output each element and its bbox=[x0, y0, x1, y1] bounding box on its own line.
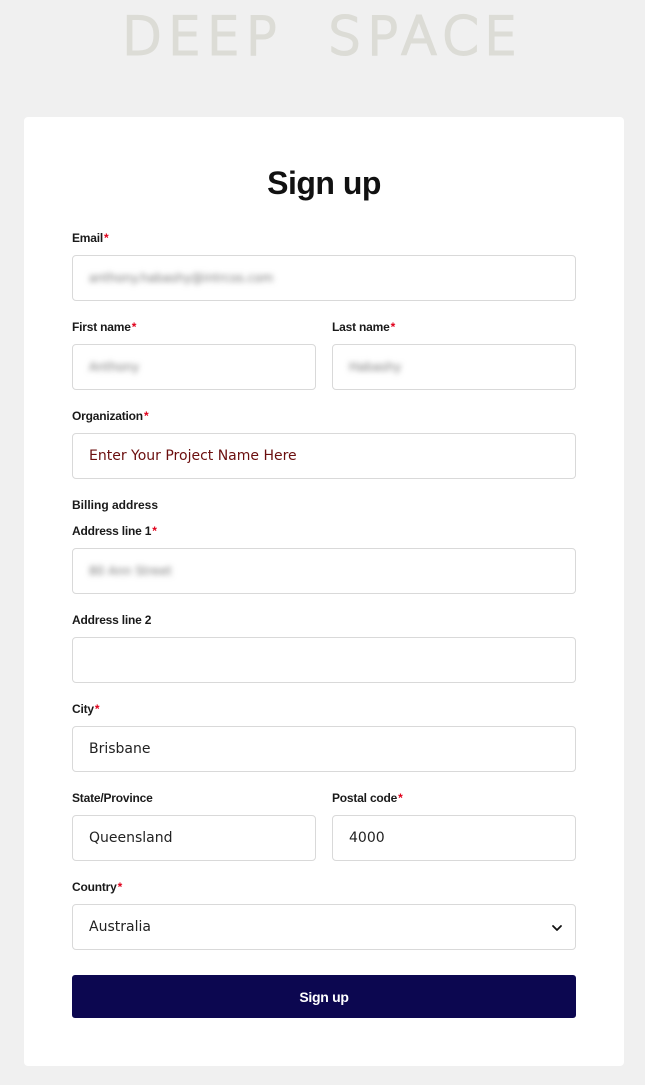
required-asterisk: * bbox=[152, 524, 157, 538]
postal-code-value: 4000 bbox=[349, 830, 385, 846]
city-label: City* bbox=[72, 702, 100, 716]
organization-label: Organization* bbox=[72, 409, 149, 423]
chevron-down-icon bbox=[550, 921, 564, 935]
page-title: Sign up bbox=[267, 165, 381, 201]
postal-code-input[interactable] bbox=[332, 815, 576, 861]
address-line-1-label: Address line 1* bbox=[72, 524, 157, 538]
sign-up-button[interactable]: Sign up bbox=[72, 975, 576, 1018]
required-asterisk: * bbox=[94, 702, 100, 716]
address-line-2-label: Address line 2 bbox=[72, 613, 152, 627]
state-input[interactable] bbox=[72, 815, 316, 861]
required-asterisk: * bbox=[398, 791, 403, 805]
required-asterisk: * bbox=[117, 880, 123, 894]
billing-address-heading: Billing address bbox=[72, 498, 159, 512]
address-line-2-input[interactable] bbox=[72, 637, 576, 683]
address-line-1-input[interactable] bbox=[72, 548, 576, 594]
country-label: Country* bbox=[72, 880, 123, 894]
last-name-value: Habashy bbox=[349, 360, 402, 374]
email-value: anthony.habashy@intrcos.com bbox=[89, 271, 274, 285]
organization-value: Enter Your Project Name Here bbox=[89, 448, 297, 464]
postal-code-label: Postal code* bbox=[332, 791, 403, 805]
city-value: Brisbane bbox=[89, 741, 151, 757]
first-name-input[interactable] bbox=[72, 344, 316, 390]
address-line-1-value: 80 Ann Street bbox=[89, 564, 172, 578]
deep-space-logo: DEEP SPACE bbox=[121, 7, 524, 67]
state-value: Queensland bbox=[89, 830, 173, 846]
first-name-value: Anthony bbox=[89, 360, 140, 374]
first-name-label: First name* bbox=[72, 320, 137, 334]
required-asterisk: * bbox=[143, 409, 149, 423]
country-value: Australia bbox=[89, 919, 151, 935]
organization-input[interactable] bbox=[72, 433, 576, 479]
signup-card bbox=[24, 117, 624, 1066]
email-input[interactable] bbox=[72, 255, 576, 301]
state-label: State/Province bbox=[72, 791, 153, 805]
required-asterisk: * bbox=[104, 231, 109, 245]
required-asterisk: * bbox=[131, 320, 137, 334]
country-select[interactable] bbox=[72, 904, 576, 950]
email-label: Email* bbox=[72, 231, 109, 245]
last-name-input[interactable] bbox=[332, 344, 576, 390]
city-input[interactable] bbox=[72, 726, 576, 772]
last-name-label: Last name* bbox=[332, 320, 396, 334]
required-asterisk: * bbox=[390, 320, 396, 334]
